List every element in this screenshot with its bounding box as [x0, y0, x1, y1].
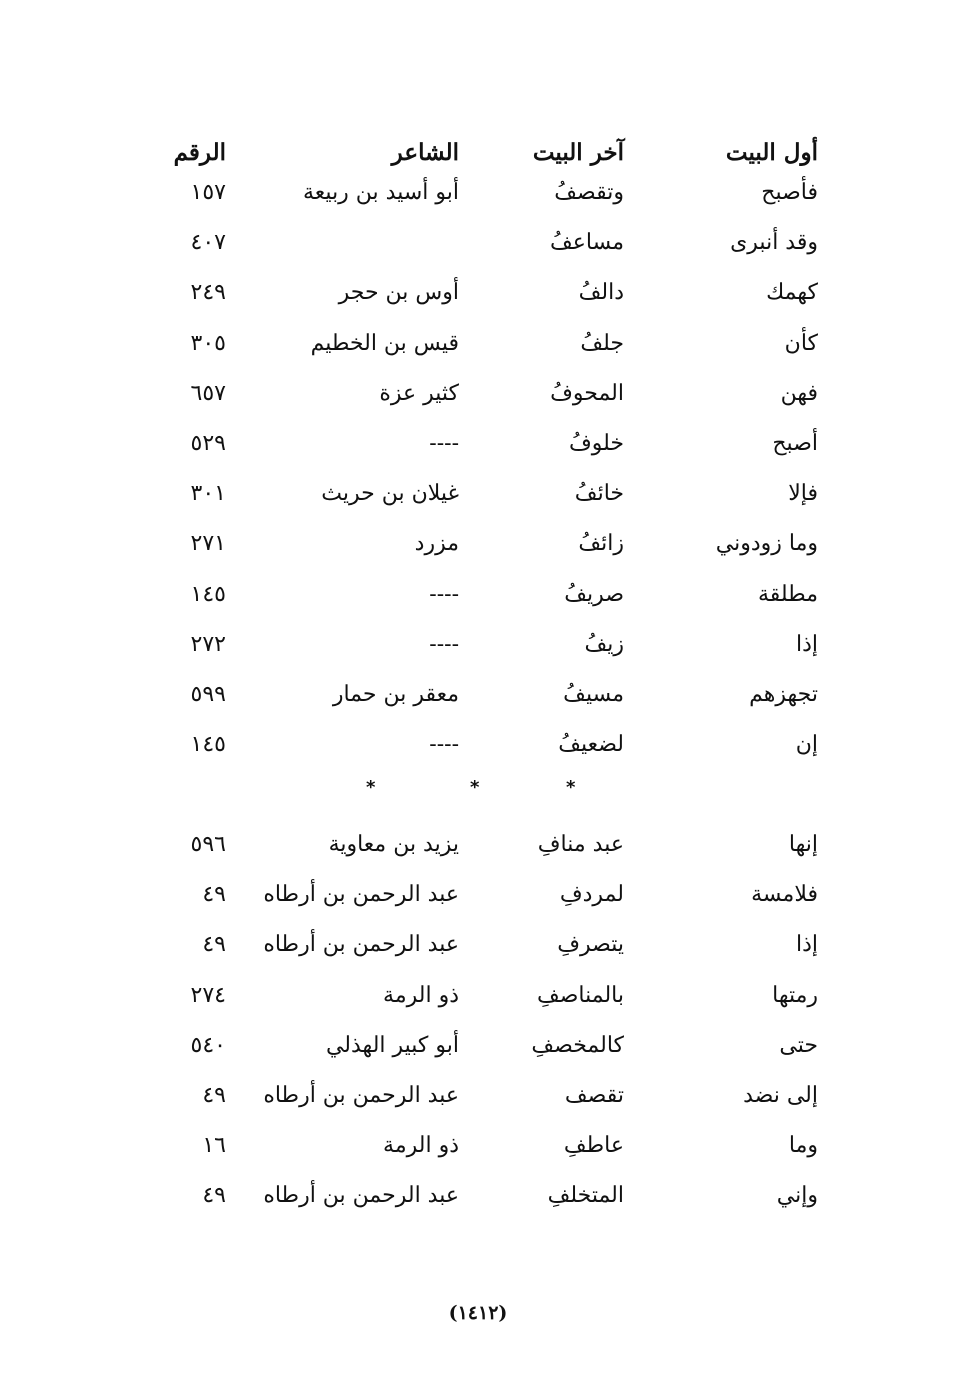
verse-last-word: دالفُ [578, 280, 624, 306]
verse-first-word: إن [795, 732, 818, 758]
verse-number: ٥٤٠ [190, 1032, 226, 1058]
poet-name: أوس بن حجر [338, 280, 459, 306]
separator-star: * [470, 777, 480, 798]
verse-number: ٥٩٦ [190, 832, 226, 857]
poet-name: ---- [429, 631, 459, 657]
verse-number: ١٥٧ [190, 180, 226, 205]
verse-first-word: إذا [795, 631, 818, 657]
verse-number: ٢٧٢ [190, 631, 226, 657]
verse-number: ١٤٥ [190, 732, 226, 758]
verse-last-word: زيفُ [584, 631, 624, 657]
verse-last-word: صريفُ [564, 581, 624, 607]
verse-number: ٢٤٩ [190, 280, 226, 306]
verse-last-word: لمردفِ [559, 882, 624, 908]
verse-number: ٢٧٤ [190, 982, 226, 1008]
verse-number: ٥٩٩ [190, 682, 226, 707]
verse-first-word: رمتها [772, 982, 818, 1008]
separator-star: * [366, 777, 376, 798]
verse-number: ٣٠١ [190, 481, 226, 507]
verse-last-word: كالمخصفِ [531, 1032, 624, 1058]
verse-last-word: جلفُ [580, 330, 624, 356]
header-number: الرقم [173, 139, 226, 166]
verse-first-word: إلى نضد [743, 1083, 818, 1108]
verse-first-word: فلامسة [751, 882, 818, 908]
verse-first-word: مطلقة [757, 581, 818, 607]
verse-number: ٢٧١ [190, 531, 226, 557]
verse-first-word: حتى [779, 1032, 818, 1058]
poet-name: عبد الرحمن بن أرطاه [263, 932, 459, 958]
verse-number: ١٦ [202, 1133, 226, 1159]
verse-number: ٤٠٧ [190, 230, 226, 256]
verse-first-word: فإلا [788, 481, 818, 507]
verse-number: ٤٩ [202, 932, 226, 958]
poet-name: ذو الرمة [383, 982, 459, 1008]
verse-first-word: تجهزهم [749, 682, 818, 707]
verse-number: ٤٩ [202, 1083, 226, 1108]
verse-last-word: يتصرفِ [557, 932, 624, 958]
verse-number: ٥٢٩ [190, 431, 226, 456]
header-poet: الشاعر [391, 139, 459, 166]
verse-last-word: خائفُ [574, 481, 624, 507]
verse-last-word: لضعيفُ [558, 732, 624, 758]
poet-name: عبد الرحمن بن أرطاه [263, 882, 459, 908]
verse-first-word: إذا [795, 932, 818, 958]
verse-number: ٤٩ [202, 882, 226, 908]
poet-name: غيلان بن حريث [321, 481, 459, 507]
header-last-line: آخر البيت [532, 139, 624, 166]
verse-last-word: زائفُ [578, 531, 624, 557]
verse-last-word: تقصف [564, 1083, 624, 1108]
verse-number: ١٤٥ [190, 581, 226, 607]
verse-number: ٦٥٧ [190, 380, 226, 406]
separator-star: * [566, 777, 576, 798]
verse-last-word: عبد منافِ [537, 832, 624, 857]
verse-first-word: أصبح [772, 431, 818, 456]
verse-number: ٣٠٥ [190, 330, 226, 356]
verse-number: ٤٩ [202, 1183, 226, 1209]
verse-last-word: خلوفُ [568, 431, 624, 456]
poet-name: أبو كبير الهذلي [325, 1032, 459, 1058]
verse-first-word: وما [788, 1133, 818, 1159]
verse-last-word: بالمناصفِ [536, 982, 624, 1008]
verse-first-word: فأصبح [761, 180, 818, 205]
poet-name: يزيد بن معاوية [328, 832, 459, 857]
poet-name: ---- [429, 431, 459, 456]
verse-first-word: فهن [780, 380, 818, 406]
poet-name: مزرد [414, 531, 459, 557]
poet-name: عبد الرحمن بن أرطاه [263, 1183, 459, 1209]
verse-first-word: إنها [788, 832, 818, 857]
poet-name: قيس بن الخطيم [310, 330, 459, 356]
poet-name: ---- [429, 581, 459, 607]
header-first-line: أول البيت [725, 139, 818, 166]
verse-last-word: وتقصفُ [554, 180, 624, 205]
verse-last-word: عاطفِ [563, 1133, 624, 1159]
poet-name: عبد الرحمن بن أرطاه [263, 1083, 459, 1108]
page-number: (١٤١٢) [448, 1302, 508, 1324]
poet-name: كثير عزة [379, 380, 459, 406]
verse-last-word: المتخلفِ [547, 1183, 624, 1209]
verse-first-word: وإني [776, 1183, 818, 1209]
poet-name: ---- [429, 732, 459, 758]
verse-last-word: المحوفُ [550, 380, 624, 406]
verse-first-word: وقد أنبرى [730, 230, 818, 256]
verse-last-word: مسيفُ [563, 682, 624, 707]
poet-name: ذو الرمة [383, 1133, 459, 1159]
verse-last-word: مساعفُ [549, 230, 624, 256]
verse-first-word: وما زودوني [715, 531, 818, 557]
poet-name: أبو أسيد بن ربيعة [303, 180, 459, 205]
poet-name: معقر بن حمار [332, 682, 459, 707]
verse-first-word: كأن [784, 330, 818, 356]
verse-first-word: كهمك [766, 280, 818, 306]
